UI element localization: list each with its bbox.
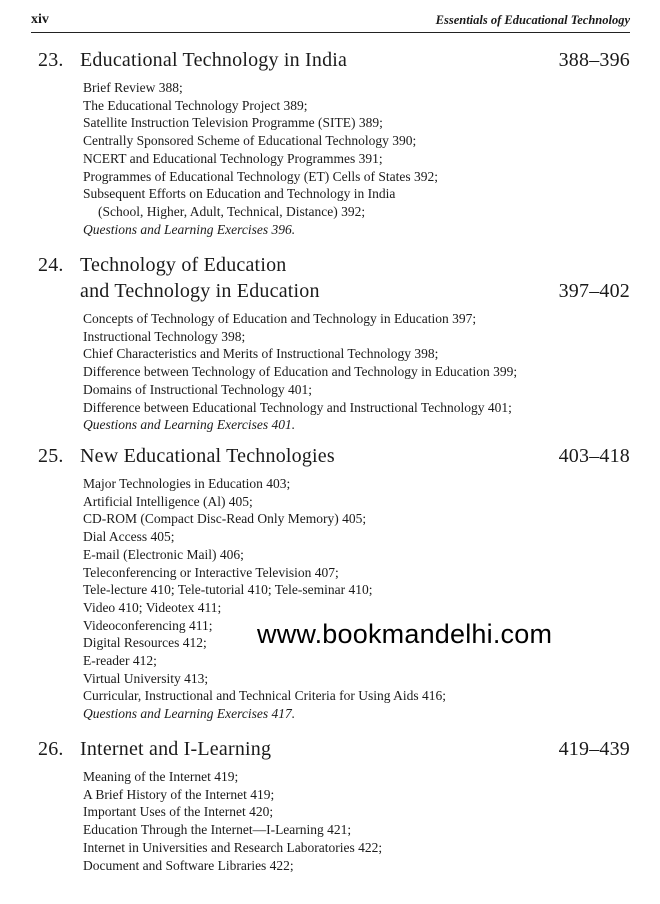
- chapter-23: [31, 47, 630, 238]
- toc-entry: E-reader 412;: [83, 653, 157, 669]
- chapter-number: 25.: [38, 445, 64, 467]
- chapter-page-range: 419–439: [558, 738, 630, 760]
- chapter-heading: [31, 252, 630, 304]
- page-header: [31, 12, 630, 33]
- toc-entry: Instructional Technology 398;: [83, 328, 246, 344]
- toc-entry: Virtual University 413;: [83, 670, 209, 686]
- toc-entry: Concepts of Technology of Education and Technology in Education 397;: [83, 311, 477, 326]
- toc-entry: Education Through the Internet—I-Learning 421;: [83, 822, 352, 838]
- chapter-number: 24.: [38, 254, 64, 276]
- toc-entry: Brief Review 388;: [83, 80, 183, 95]
- toc-entry: Difference between Technology of Education and Technology in Education 399;: [83, 364, 518, 380]
- toc-entry: Dial Access 405;: [83, 529, 175, 545]
- chapter-heading: [31, 47, 630, 73]
- toc-entry: Artificial Intelligence (Al) 405;: [83, 493, 253, 509]
- toc-entry: Document and Software Libraries 422;: [83, 857, 294, 873]
- toc-entry: Difference between Educational Technology and Instructional Technology 401;: [83, 399, 512, 415]
- toc-entry: Video 410; Videotex 411;: [83, 599, 222, 615]
- chapter-title: New Educational Technologies: [80, 445, 335, 467]
- chapter-heading: [31, 443, 630, 469]
- toc-entry: Centrally Sponsored Scheme of Educational Technology 390;: [83, 133, 417, 149]
- chapter-entries: [83, 768, 630, 874]
- toc-entry-exercises: Questions and Learning Exercises 417.: [83, 706, 296, 722]
- running-title: Essentials of Educational Technology: [435, 13, 630, 27]
- chapter-title-line-2: and Technology in Education: [80, 280, 320, 302]
- toc-entry: CD-ROM (Compact Disc-Read Only Memory) 405;: [83, 511, 367, 527]
- chapter-entries: [83, 310, 630, 434]
- toc-entry: Subsequent Efforts on Education and Technology in India: [83, 186, 396, 202]
- toc-entry: NCERT and Educational Technology Programmes 391;: [83, 150, 383, 166]
- toc-entry: Tele-lecture 410; Tele-tutorial 410; Tele-seminar 410;: [83, 582, 373, 598]
- toc-entry-exercises: Questions and Learning Exercises 396.: [83, 221, 296, 237]
- toc-entry: E-mail (Electronic Mail) 406;: [83, 546, 244, 562]
- chapter-number: 23.: [38, 49, 64, 71]
- toc-entry-exercises: Questions and Learning Exercises 401.: [83, 417, 296, 433]
- chapter-entries: [83, 475, 630, 723]
- chapter-page-range: 388–396: [558, 49, 630, 71]
- toc-entry: Teleconferencing or Interactive Television 407;: [83, 564, 339, 580]
- chapter-entries: [83, 79, 630, 238]
- toc-entry: Major Technologies in Education 403;: [83, 476, 291, 491]
- chapter-24: [31, 252, 630, 434]
- chapter-page-range: 403–418: [558, 445, 630, 467]
- chapter-title: Internet and I-Learning: [80, 738, 272, 760]
- toc-entry: Internet in Universities and Research Laboratories 422;: [83, 839, 383, 855]
- chapter-number: 26.: [38, 738, 64, 760]
- toc-entry: The Educational Technology Project 389;: [83, 97, 308, 113]
- toc-entry: (School, Higher, Adult, Technical, Distance) 392;: [98, 203, 366, 219]
- page-number: xiv: [31, 12, 49, 27]
- toc-entry: Curricular, Instructional and Technical Criteria for Using Aids 416;: [83, 688, 447, 704]
- chapter-title-line-1: Technology of Education: [80, 254, 287, 276]
- toc-entry: Satellite Instruction Television Programme (SITE) 389;: [83, 115, 383, 131]
- chapter-page-range: 397–402: [558, 280, 630, 302]
- toc-entry: A Brief History of the Internet 419;: [83, 786, 275, 802]
- chapter-26: [31, 736, 630, 874]
- toc-entry: Programmes of Educational Technology (ET) Cells of States 392;: [83, 168, 438, 184]
- toc-entry: Important Uses of the Internet 420;: [83, 804, 274, 820]
- chapter-title: Educational Technology in India: [80, 49, 348, 71]
- toc-entry: Chief Characteristics and Merits of Instructional Technology 398;: [83, 346, 439, 362]
- toc-entry: Domains of Instructional Technology 401;: [83, 381, 313, 397]
- chapter-heading: [31, 736, 630, 762]
- toc-entry: Digital Resources 412;: [83, 635, 207, 651]
- toc-entry: Meaning of the Internet 419;: [83, 769, 239, 784]
- toc-entry: Videoconferencing 411;: [83, 617, 213, 633]
- watermark-url: www.bookmandelhi.com: [257, 619, 553, 649]
- chapter-25: [31, 443, 630, 723]
